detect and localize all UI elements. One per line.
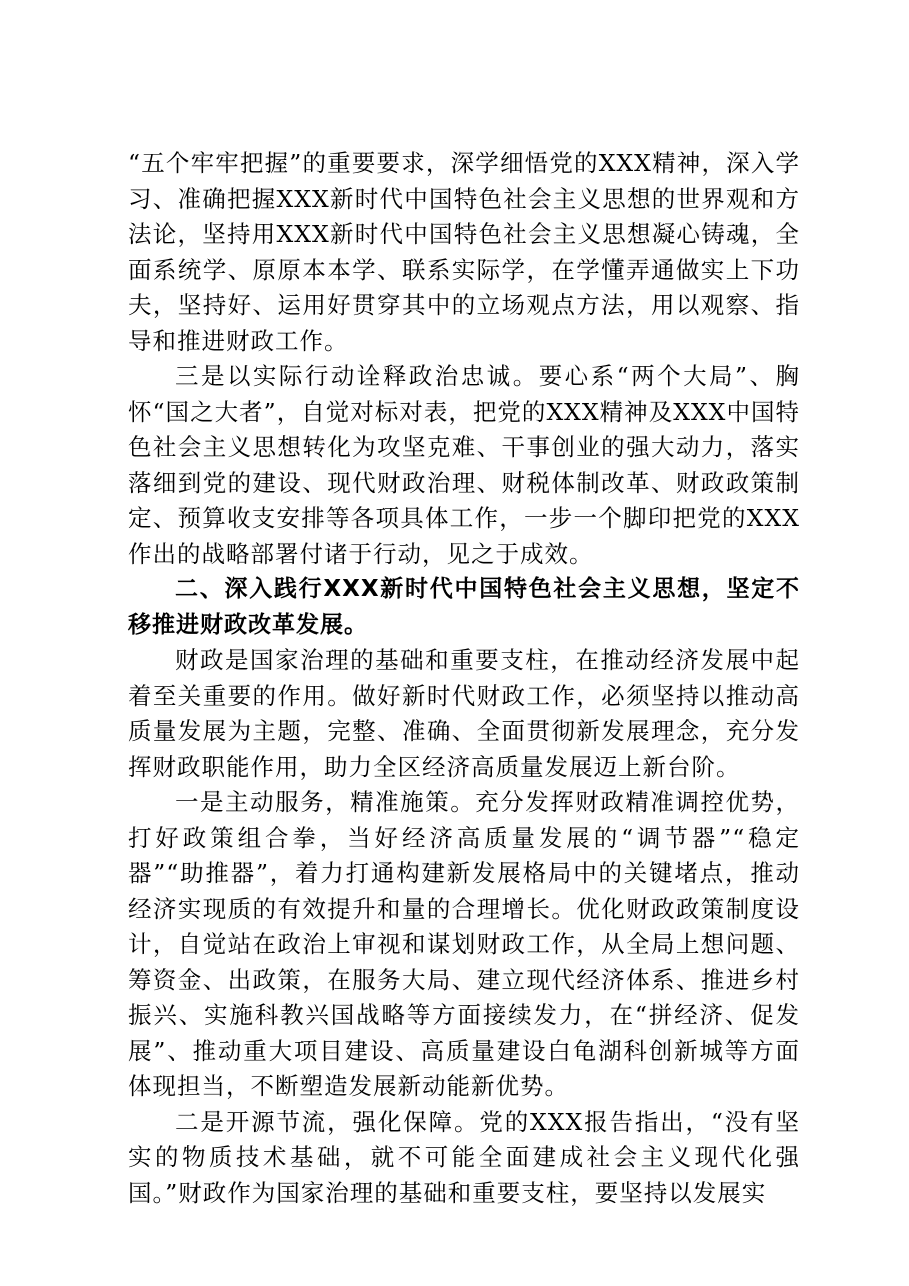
paragraph-open-source-reduce-expenditure: 二是开源节流，强化保障。党的XXX报告指出，“没有坚实的物质技术基础，就不可能全面建成社会主义现代化强国。”财政作为国家治理的基础和重要支柱，要坚持以发展实 [128,1107,801,1207]
paragraph-political-loyalty: 三是以实际行动诠释政治忠诚。要心系“两个大局”、胸怀“国之大者”，自觉对标对表，把党的XXX精神及XXX中国特色社会主义思想转化为攻坚克难、干事创业的强大动力，落实落细到党的建设、现代财政治理、财税体制改革、财政政策制定、预算收支安排等各项具体工作，一步一个脚印把党的XXX作出的战略部署付诸于行动，见之于成效。 [128,362,800,568]
paragraph-continuation: “五个牢牢把握”的重要要求，深学细悟党的XXX精神，深入学习、准确把握XXX新时代中国特色社会主义思想的世界观和方法论，坚持用XXX新时代中国特色社会主义思想凝心铸魂，全面系统学、原原本本学、联系实际学，在学懂弄通做实上下功夫，坚持好、运用好贯穿其中的立场观点方法，用以观察、指导和推进财政工作。 [128,149,800,355]
paragraph-active-service: 一是主动服务，精准施策。充分发挥财政精准调控优势，打好政策组合拳，当好经济高质量发展的“调节器”“稳定器”“助推器”，着力打通构建新发展格局中的关键堵点，推动经济实现质的有效提升和量的合理增长。优化财政政策制度设计，自觉站在政治上审视和谋划财政工作，从全局上想问题、筹资金、出政策，在服务大局、建立现代经济体系、推进乡村振兴、实施科教兴国战略等方面接续发力，在“拼经济、促发展”、推动重大项目建设、高质量建设白龟湖科创新城等方面体现担当，不断塑造发展新动能新优势。 [128,788,800,1100]
document-body [128,146,800,1211]
paragraph-finance-foundation: 财政是国家治理的基础和重要支柱，在推动经济发展中起着至关重要的作用。做好新时代财政工作，必须坚持以推动高质量发展为主题，完整、准确、全面贯彻新发展理念，充分发挥财政职能作用，助力全区经济高质量发展迈上新台阶。 [128,646,800,781]
section-heading-two: 二、深入践行XXX新时代中国特色社会主义思想，坚定不移推进财政改革发展。 [128,576,800,638]
